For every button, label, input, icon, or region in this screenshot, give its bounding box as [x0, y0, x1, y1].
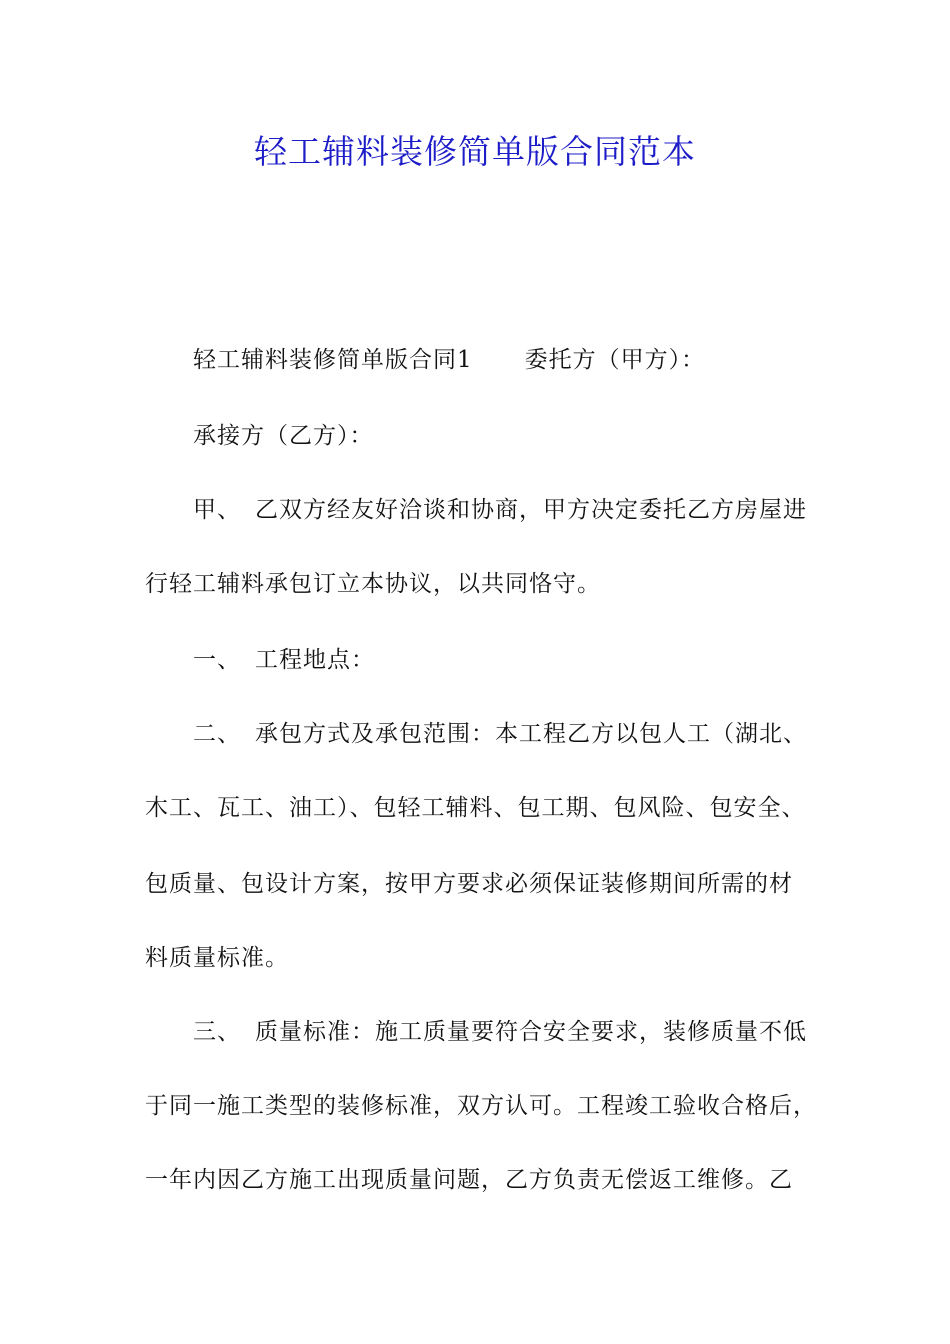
client-party-label: 委托方（甲方）： [524, 347, 706, 373]
section-two-number: 二、 [193, 721, 241, 747]
section-two-line [193, 717, 807, 751]
intro-continued-text: 行轻工辅料承包订立本协议，以共同恪守。 [145, 571, 601, 597]
section-three-line-2 [145, 1089, 817, 1123]
section-two-line-4 [145, 941, 289, 975]
contractor-party-label: 承接方（乙方）： [193, 423, 374, 449]
section-two-text-2: 木工、瓦工、油工）、包轻工辅料、包工期、包风险、包安全、 [145, 795, 806, 821]
section-two-text-4: 料质量标准。 [145, 945, 289, 971]
section-two-text: 承包方式及承包范围：本工程乙方以包人工（湖北、 [255, 721, 807, 747]
document-title: 轻工辅料装修简单版合同范本 [254, 132, 696, 171]
section-two-text-3: 包质量、包设计方案，按甲方要求必须保证装修期间所需的材 [145, 871, 793, 897]
section-two-line-2 [145, 791, 806, 825]
intro-prefix: 甲、 [193, 497, 241, 523]
section-one-line [193, 643, 375, 677]
paragraph-line-intro-continued [145, 567, 601, 601]
intro-text: 乙双方经友好洽谈和协商，甲方决定委托乙方房屋进 [255, 497, 807, 523]
section-three-text-2: 于同一施工类型的装修标准，双方认可。工程竣工验收合格后， [145, 1093, 817, 1119]
section-three-text: 质量标准：施工质量要符合安全要求，装修质量不低 [255, 1019, 807, 1045]
section-one-number: 一、 [193, 647, 241, 673]
section-three-line-3 [145, 1163, 793, 1197]
section-two-line-3 [145, 867, 793, 901]
contract-number-text: 轻工辅料装修简单版合同1 [193, 347, 473, 373]
section-three-number: 三、 [193, 1019, 241, 1045]
section-one-text: 工程地点： [255, 647, 375, 673]
paragraph-line-contractor [193, 419, 374, 453]
section-three-line [193, 1015, 807, 1049]
paragraph-line-contract-heading [193, 343, 705, 377]
section-three-text-3: 一年内因乙方施工出现质量问题，乙方负责无偿返工维修。乙 [145, 1167, 793, 1193]
paragraph-line-intro [193, 493, 807, 527]
